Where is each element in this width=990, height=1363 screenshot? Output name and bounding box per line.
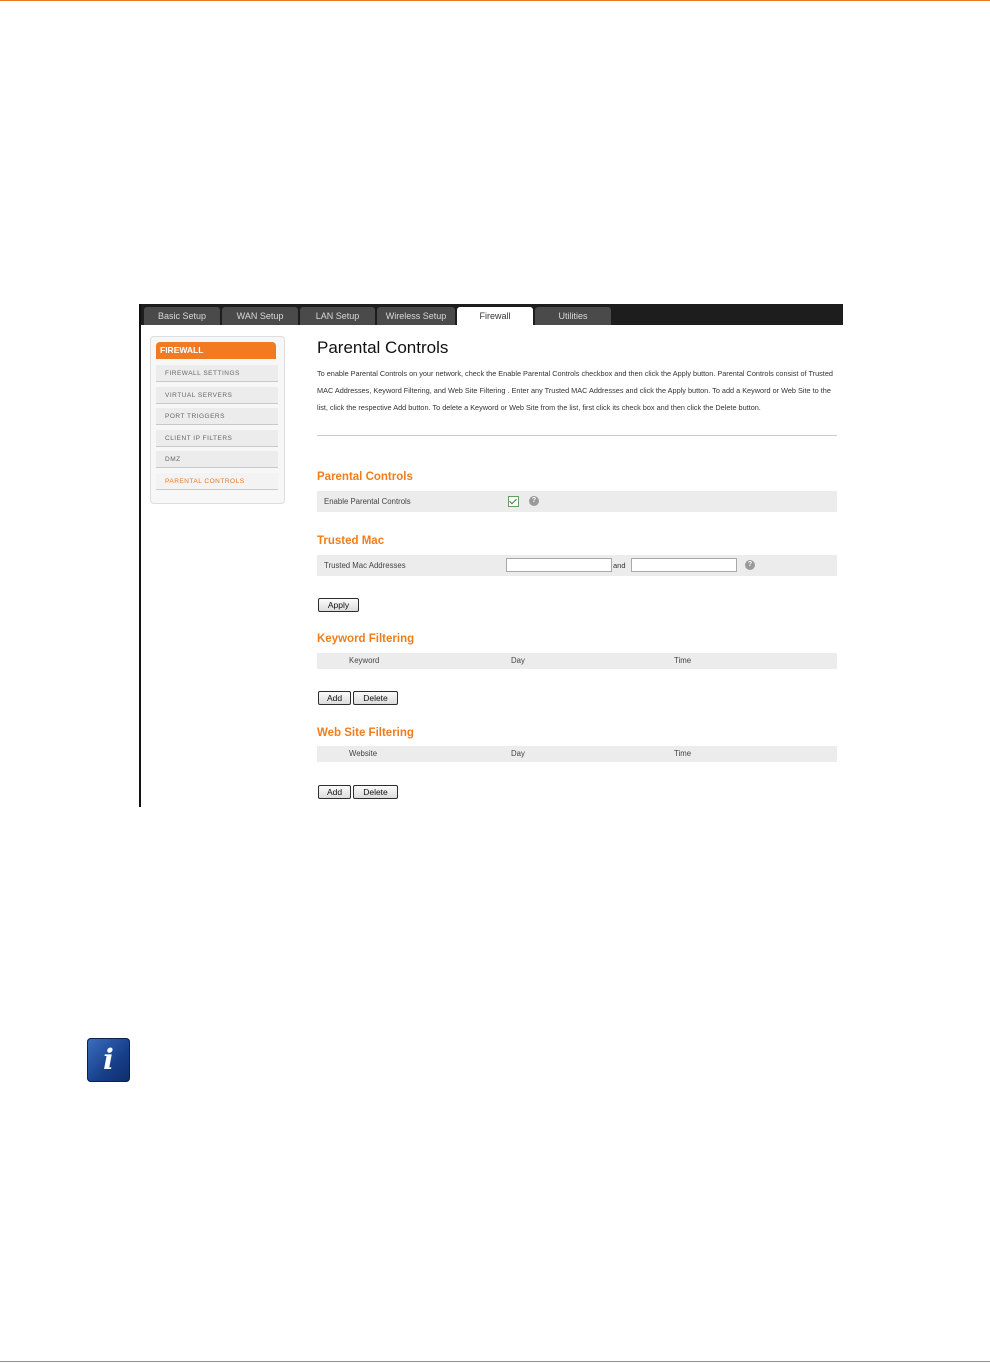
keyword-table-header (317, 653, 837, 669)
website-add-button[interactable]: Add (318, 785, 351, 799)
divider (317, 435, 837, 436)
tab-utilities[interactable]: Utilities (535, 307, 611, 325)
trusted-mac-row (317, 555, 837, 576)
trusted-mac-field-2[interactable] (631, 558, 737, 572)
section-trusted-mac-title: Trusted Mac (317, 535, 385, 547)
info-icon (87, 1038, 130, 1082)
sidebar-header: FIREWALL (156, 342, 276, 359)
section-keyword-filtering-title: Keyword Filtering (317, 633, 415, 645)
router-ui-screenshot (139, 304, 843, 807)
keyword-delete-button[interactable]: Delete (353, 691, 398, 705)
enable-parental-row (317, 491, 837, 512)
tab-wireless-setup[interactable]: Wireless Setup (377, 307, 455, 325)
and-label: and (613, 561, 626, 570)
sidebar-item-port-triggers[interactable]: PORT TRIGGERS (156, 408, 278, 425)
column-time: Time (674, 656, 692, 665)
sidebar-item-client-ip-filters[interactable]: CLIENT IP FILTERS (156, 430, 278, 447)
column-time: Time (674, 749, 692, 758)
sidebar-item-firewall-settings[interactable]: FIREWALL SETTINGS (156, 365, 278, 382)
trusted-mac-field-1[interactable] (506, 558, 612, 572)
column-day: Day (511, 656, 525, 665)
tab-wan-setup[interactable]: WAN Setup (222, 307, 298, 325)
sidebar-item-dmz[interactable]: DMZ (156, 451, 278, 468)
help-icon[interactable]: ? (529, 496, 539, 506)
column-day: Day (511, 749, 525, 758)
intro-text: To enable Parental Controls on your network, check the Enable Parental Controls checkbox and then click the Apply button. Parental Controls consist of Trusted MAC Addresses, Keyword Filtering, and Web Site Filtering . Enter any Trusted MAC Addresses and click the Apply button. To add a Keyword or Web Site to the list, click the respective Add button. To delete a Keyword or Web Site from the list, first click its check box and then click the Delete button. (317, 369, 833, 412)
tab-lan-setup[interactable]: LAN Setup (300, 307, 375, 325)
tab-bar (141, 304, 843, 325)
enable-parental-label: Enable Parental Controls (324, 497, 411, 506)
page-bottom-rule (0, 1361, 990, 1362)
page-title: Parental Controls (317, 338, 449, 357)
enable-parental-checkbox[interactable] (508, 496, 519, 507)
tab-basic-setup[interactable]: Basic Setup (144, 307, 220, 325)
sidebar-item-parental-controls[interactable]: PARENTAL CONTROLS (156, 473, 278, 490)
section-website-filtering-title: Web Site Filtering (317, 727, 414, 739)
keyword-add-button[interactable]: Add (318, 691, 351, 705)
column-website: Website (349, 749, 378, 758)
website-table-header (317, 746, 837, 762)
info-glyph: i (103, 1043, 114, 1076)
sidebar (150, 336, 285, 504)
sidebar-item-virtual-servers[interactable]: VIRTUAL SERVERS (156, 387, 278, 404)
tab-firewall[interactable]: Firewall (457, 307, 533, 325)
website-delete-button[interactable]: Delete (353, 785, 398, 799)
section-parental-controls-title: Parental Controls (317, 471, 413, 483)
column-keyword: Keyword (349, 656, 380, 665)
page-top-rule (0, 0, 990, 1)
trusted-mac-label: Trusted Mac Addresses (324, 561, 406, 570)
apply-button[interactable]: Apply (318, 598, 359, 612)
help-icon[interactable]: ? (745, 560, 755, 570)
